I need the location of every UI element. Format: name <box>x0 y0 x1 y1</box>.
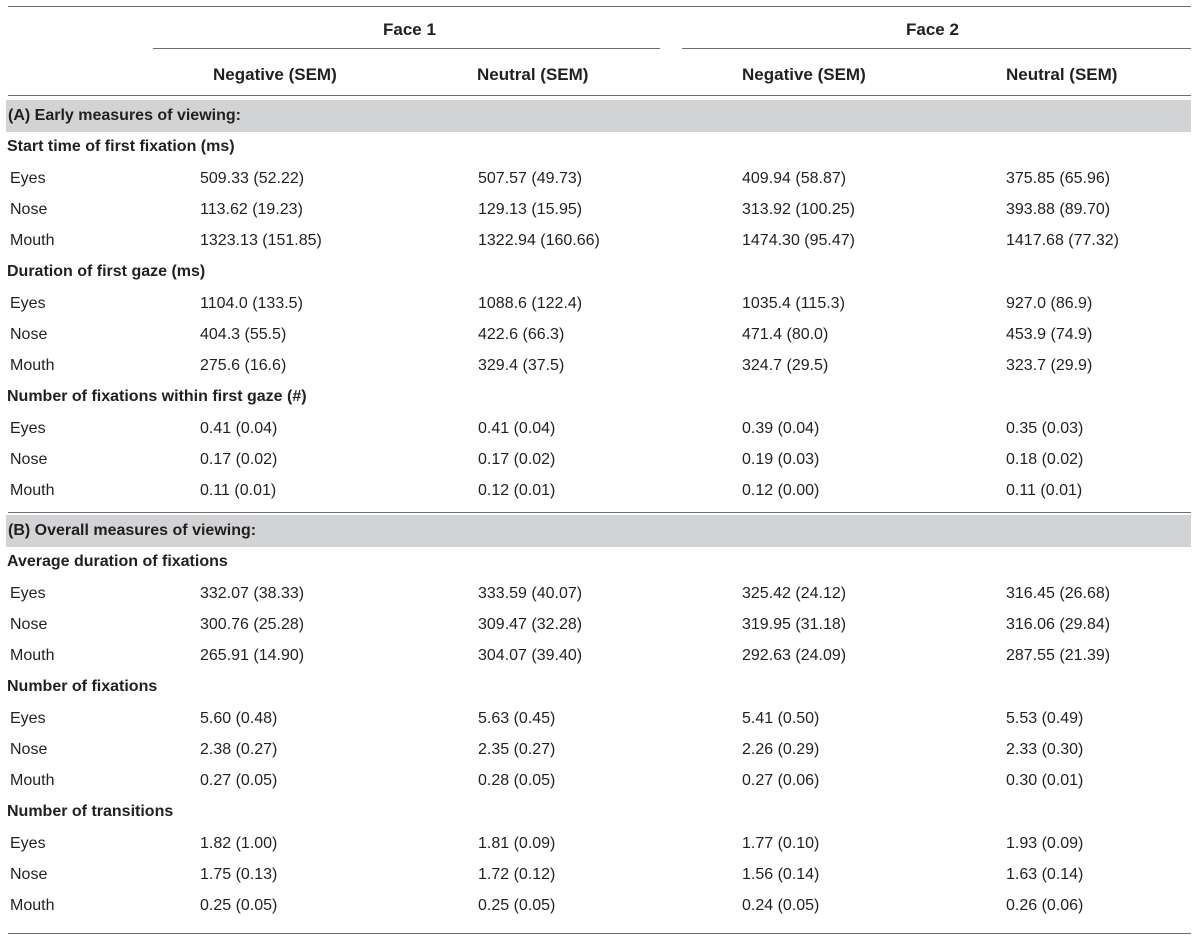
value-cell: 0.17 (0.02) <box>478 451 556 468</box>
value-cell: 316.45 (26.68) <box>1006 585 1111 602</box>
row-label: Eyes <box>10 835 46 852</box>
row-label: Nose <box>10 866 48 883</box>
value-cell: 1.56 (0.14) <box>742 866 820 883</box>
table-row <box>0 765 1200 796</box>
table-row <box>0 640 1200 671</box>
value-cell: 2.26 (0.29) <box>742 741 820 758</box>
value-cell: 1322.94 (160.66) <box>478 232 600 249</box>
value-cell: 1.93 (0.09) <box>1006 835 1084 852</box>
col-header-face1-negative: Negative (SEM) <box>213 65 337 84</box>
table-row <box>0 890 1200 921</box>
row-label: Eyes <box>10 170 46 187</box>
table-row <box>0 163 1200 194</box>
measure-heading: Number of fixations <box>7 678 158 695</box>
value-cell: 1474.30 (95.47) <box>742 232 855 249</box>
measure-heading: Number of transitions <box>7 803 174 820</box>
value-cell: 1.81 (0.09) <box>478 835 556 852</box>
value-cell: 0.41 (0.04) <box>478 420 556 437</box>
value-cell: 393.88 (89.70) <box>1006 201 1111 218</box>
value-cell: 1323.13 (151.85) <box>200 232 322 249</box>
value-cell: 509.33 (52.22) <box>200 170 305 187</box>
value-cell: 0.12 (0.01) <box>478 482 556 499</box>
value-cell: 0.35 (0.03) <box>1006 420 1084 437</box>
row-label: Mouth <box>10 772 55 789</box>
value-cell: 2.33 (0.30) <box>1006 741 1084 758</box>
value-cell: 1088.6 (122.4) <box>478 295 583 312</box>
col-header-face2-negative: Negative (SEM) <box>742 65 866 84</box>
value-cell: 375.85 (65.96) <box>1006 170 1111 187</box>
value-cell: 0.24 (0.05) <box>742 897 820 914</box>
row-label: Nose <box>10 616 48 633</box>
value-cell: 404.3 (55.5) <box>200 326 287 343</box>
table-bottom-rule <box>8 933 1191 934</box>
value-cell: 300.76 (25.28) <box>200 616 305 633</box>
value-cell: 113.62 (19.23) <box>200 201 303 218</box>
value-cell: 292.63 (24.09) <box>742 647 847 664</box>
value-cell: 0.26 (0.06) <box>1006 897 1084 914</box>
value-cell: 324.7 (29.5) <box>742 357 829 374</box>
row-label: Nose <box>10 741 48 758</box>
measure-heading: Average duration of fixations <box>7 553 228 570</box>
value-cell: 319.95 (31.18) <box>742 616 847 633</box>
table-row <box>0 225 1200 256</box>
table-row <box>0 734 1200 765</box>
header-bottom-rule <box>8 95 1191 96</box>
value-cell: 1417.68 (77.32) <box>1006 232 1119 249</box>
value-cell: 1.82 (1.00) <box>200 835 278 852</box>
value-cell: 5.60 (0.48) <box>200 710 278 727</box>
measure-heading: Start time of first fixation (ms) <box>7 138 235 155</box>
value-cell: 0.41 (0.04) <box>200 420 278 437</box>
value-cell: 2.38 (0.27) <box>200 741 278 758</box>
value-cell: 329.4 (37.5) <box>478 357 565 374</box>
row-label: Mouth <box>10 357 55 374</box>
value-cell: 333.59 (40.07) <box>478 585 583 602</box>
table-row <box>0 609 1200 640</box>
value-cell: 325.42 (24.12) <box>742 585 847 602</box>
value-cell: 422.6 (66.3) <box>478 326 565 343</box>
row-label: Mouth <box>10 647 55 664</box>
value-cell: 507.57 (49.73) <box>478 170 583 187</box>
table-row <box>0 578 1200 609</box>
table-row <box>0 475 1200 506</box>
value-cell: 332.07 (38.33) <box>200 585 305 602</box>
face-2-spanner-rule <box>682 48 1191 49</box>
value-cell: 0.27 (0.06) <box>742 772 820 789</box>
row-label: Nose <box>10 451 48 468</box>
section-b-band: (B) Overall measures of viewing: <box>6 515 1191 547</box>
value-cell: 323.7 (29.9) <box>1006 357 1093 374</box>
value-cell: 265.91 (14.90) <box>200 647 305 664</box>
value-cell: 1104.0 (133.5) <box>200 295 303 312</box>
row-label: Eyes <box>10 295 46 312</box>
value-cell: 0.18 (0.02) <box>1006 451 1084 468</box>
table-row <box>0 288 1200 319</box>
value-cell: 927.0 (86.9) <box>1006 295 1093 312</box>
row-label: Mouth <box>10 482 55 499</box>
col-header-face1-neutral: Neutral (SEM) <box>477 65 589 84</box>
table-row <box>0 194 1200 225</box>
value-cell: 313.92 (100.25) <box>742 201 855 218</box>
value-cell: 0.39 (0.04) <box>742 420 820 437</box>
value-cell: 0.28 (0.05) <box>478 772 556 789</box>
value-cell: 0.30 (0.01) <box>1006 772 1084 789</box>
value-cell: 0.27 (0.05) <box>200 772 278 789</box>
table-row <box>0 859 1200 890</box>
value-cell: 453.9 (74.9) <box>1006 326 1093 343</box>
value-cell: 1.63 (0.14) <box>1006 866 1084 883</box>
col-header-face2-neutral: Neutral (SEM) <box>1006 65 1118 84</box>
value-cell: 5.53 (0.49) <box>1006 710 1084 727</box>
section-separator-rule <box>8 512 1191 513</box>
row-label: Mouth <box>10 897 55 914</box>
measure-heading: Number of fixations within first gaze (#) <box>7 388 307 405</box>
row-label: Eyes <box>10 420 46 437</box>
value-cell: 309.47 (32.28) <box>478 616 583 633</box>
value-cell: 0.25 (0.05) <box>478 897 556 914</box>
value-cell: 0.17 (0.02) <box>200 451 278 468</box>
table-top-rule <box>8 6 1191 7</box>
value-cell: 129.13 (15.95) <box>478 201 583 218</box>
table-row <box>0 319 1200 350</box>
value-cell: 316.06 (29.84) <box>1006 616 1111 633</box>
face-1-header: Face 1 <box>383 20 436 39</box>
value-cell: 275.6 (16.6) <box>200 357 287 374</box>
row-label: Nose <box>10 201 48 218</box>
value-cell: 409.94 (58.87) <box>742 170 847 187</box>
row-label: Mouth <box>10 232 55 249</box>
section-a-band: (A) Early measures of viewing: <box>6 100 1191 132</box>
value-cell: 1.75 (0.13) <box>200 866 278 883</box>
row-label: Eyes <box>10 585 46 602</box>
measure-heading: Duration of first gaze (ms) <box>7 263 206 280</box>
value-cell: 1.77 (0.10) <box>742 835 820 852</box>
value-cell: 0.19 (0.03) <box>742 451 820 468</box>
face-2-header: Face 2 <box>906 20 959 39</box>
value-cell: 1.72 (0.12) <box>478 866 556 883</box>
value-cell: 0.11 (0.01) <box>200 482 277 499</box>
value-cell: 0.12 (0.00) <box>742 482 820 499</box>
value-cell: 2.35 (0.27) <box>478 741 556 758</box>
table-row <box>0 413 1200 444</box>
value-cell: 287.55 (21.39) <box>1006 647 1111 664</box>
value-cell: 0.11 (0.01) <box>1006 482 1083 499</box>
value-cell: 1035.4 (115.3) <box>742 295 845 312</box>
value-cell: 5.41 (0.50) <box>742 710 820 727</box>
face-1-spanner-rule <box>153 48 660 49</box>
value-cell: 5.63 (0.45) <box>478 710 556 727</box>
value-cell: 0.25 (0.05) <box>200 897 278 914</box>
row-label: Eyes <box>10 710 46 727</box>
table-row <box>0 350 1200 381</box>
value-cell: 471.4 (80.0) <box>742 326 829 343</box>
row-label: Nose <box>10 326 48 343</box>
value-cell: 304.07 (39.40) <box>478 647 583 664</box>
table-row <box>0 703 1200 734</box>
table-row <box>0 828 1200 859</box>
table-row <box>0 444 1200 475</box>
